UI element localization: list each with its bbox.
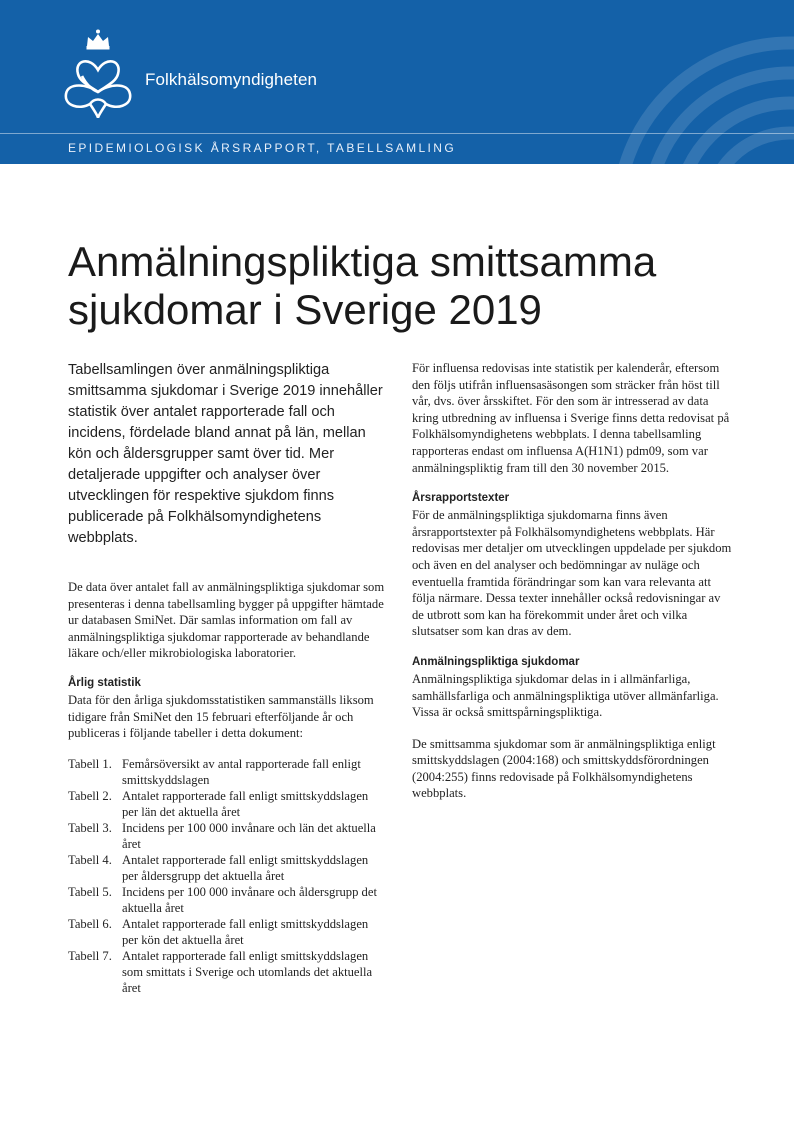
list-item xyxy=(68,852,386,884)
list-item xyxy=(68,820,386,852)
table-list xyxy=(68,756,386,996)
notifiable-paragraph-2: De smittsamma sjukdomar som är anmälningspliktiga enligt smittskyddslagen (2004:168) och smittskyddsförordningen (2004:255) finns redovisade på Folkhälsomyndighetens webbplats. xyxy=(412,736,716,801)
heading-arlig-statistik: Årlig statistik xyxy=(68,676,141,689)
table-description: Antalet rapporterade fall enligt smittskyddslagen som smittats i Sverige och utomlands det aktuella året xyxy=(122,948,373,995)
table-number: Tabell 4. xyxy=(68,852,112,867)
list-item xyxy=(68,756,386,788)
list-item xyxy=(68,916,386,948)
table-description: Antalet rapporterade fall enligt smittskyddslagen per kön det aktuella året xyxy=(122,916,369,947)
annual-report-paragraph: För de anmälningspliktiga sjukdomarna finns även årsrapportstexter på Folkhälsomyndighetens webbplats. Här redovisas mer detaljer om utvecklingen uppdelade per sjukdom och även en del analyser och bedömningar av nuläge och eventuella framtida förändringar som kan vara relevanta att följa närmare. Dessa texter innehåller också redovisningar av de utbrott som kan ha förekommit under året och vilka slutsatser som kan dras av dem. xyxy=(412,508,732,639)
page-title xyxy=(68,238,768,334)
organization-name: Folkhälsomyndigheten xyxy=(145,70,318,89)
series-title: EPIDEMIOLOGISK ÅRSRAPPORT, TABELLSAMLING xyxy=(68,141,457,155)
intro-paragraph: De data över antalet fall av anmälningspliktiga sjukdomar som presenteras i denna tabellsamling bygger på uppgifter hämtade ur databasen SmiNet. Där samlas information om fall av anmälningspliktiga sjukdomar rapporterade av behandlande läkare och/eller mikrobiologiska laboratorier. xyxy=(68,580,385,661)
influenza-paragraph: För influensa redovisas inte statistik per kalenderår, eftersom den följs utifrån influensasäsongen som sträcker från höst till vår, dvs. över årsskiftet. För den som är intresserad av data kring utbredning av influensa i Sverige finns detta redovisat på Folkhälsomyndighetens webbplats. I denna tabellsamling rapporteras endast om influensa A(H1N1) pdm09, som var anmälningspliktig fram till den 30 november 2015. xyxy=(412,361,730,475)
table-number: Tabell 3. xyxy=(68,820,112,835)
table-description: Antalet rapporterade fall enligt smittskyddslagen per län det aktuella året xyxy=(122,788,369,819)
left-column xyxy=(68,360,386,996)
table-number: Tabell 6. xyxy=(68,916,112,931)
table-description: Incidens per 100 000 invånare och län det aktuella året xyxy=(122,820,376,851)
lead-paragraph: Tabellsamlingen över anmälningspliktiga smittsamma sjukdomar i Sverige 2019 innehåller statistik över antalet rapporterade fall och incidens, fördelade bland annat på län, mellan kön och åldersgrupper samt över tid. Mer detaljerade uppgifter och analyser över utvecklingen för respektive sjukdom finns publicerade på Folkhälsomyndighetens webbplats. xyxy=(68,362,383,546)
table-number: Tabell 5. xyxy=(68,884,112,899)
header-band xyxy=(0,0,794,164)
table-number: Tabell 2. xyxy=(68,788,112,803)
notifiable-paragraph-1: Anmälningspliktiga sjukdomar delas in i allmänfarliga, samhällsfarliga och anmälningspliktiga utöver allmänfarliga. Vissa är också smittspårningspliktiga. xyxy=(412,671,719,720)
heading-arsrapportstexter: Årsrapportstexter xyxy=(412,492,510,505)
title-line-1: Anmälningspliktiga smittsamma xyxy=(68,238,657,285)
list-item xyxy=(68,884,386,916)
table-description: Incidens per 100 000 invånare och åldersgrupp det aktuella året xyxy=(122,884,377,915)
list-item xyxy=(68,788,386,820)
table-description: Femårsöversikt av antal rapporterade fall enligt smittskyddslagen xyxy=(122,756,361,787)
annual-stats-paragraph: Data för den årliga sjukdomsstatistiken sammanställs liksom tidigare från SmiNet den 15 februari efterföljande år och publiceras i följande tabeller i detta dokument: xyxy=(68,692,374,741)
title-line-2: sjukdomar i Sverige 2019 xyxy=(68,286,542,333)
crown-logo-icon xyxy=(60,26,136,126)
table-description: Antalet rapporterade fall enligt smittskyddslagen per åldersgrupp det aktuella året xyxy=(122,852,369,883)
header-divider xyxy=(0,133,794,134)
table-number: Tabell 7. xyxy=(68,948,112,963)
list-item xyxy=(68,948,386,996)
right-column xyxy=(412,360,732,817)
heading-anmalningspliktiga: Anmälningspliktiga sjukdomar xyxy=(412,655,580,668)
table-number: Tabell 1. xyxy=(68,756,112,771)
